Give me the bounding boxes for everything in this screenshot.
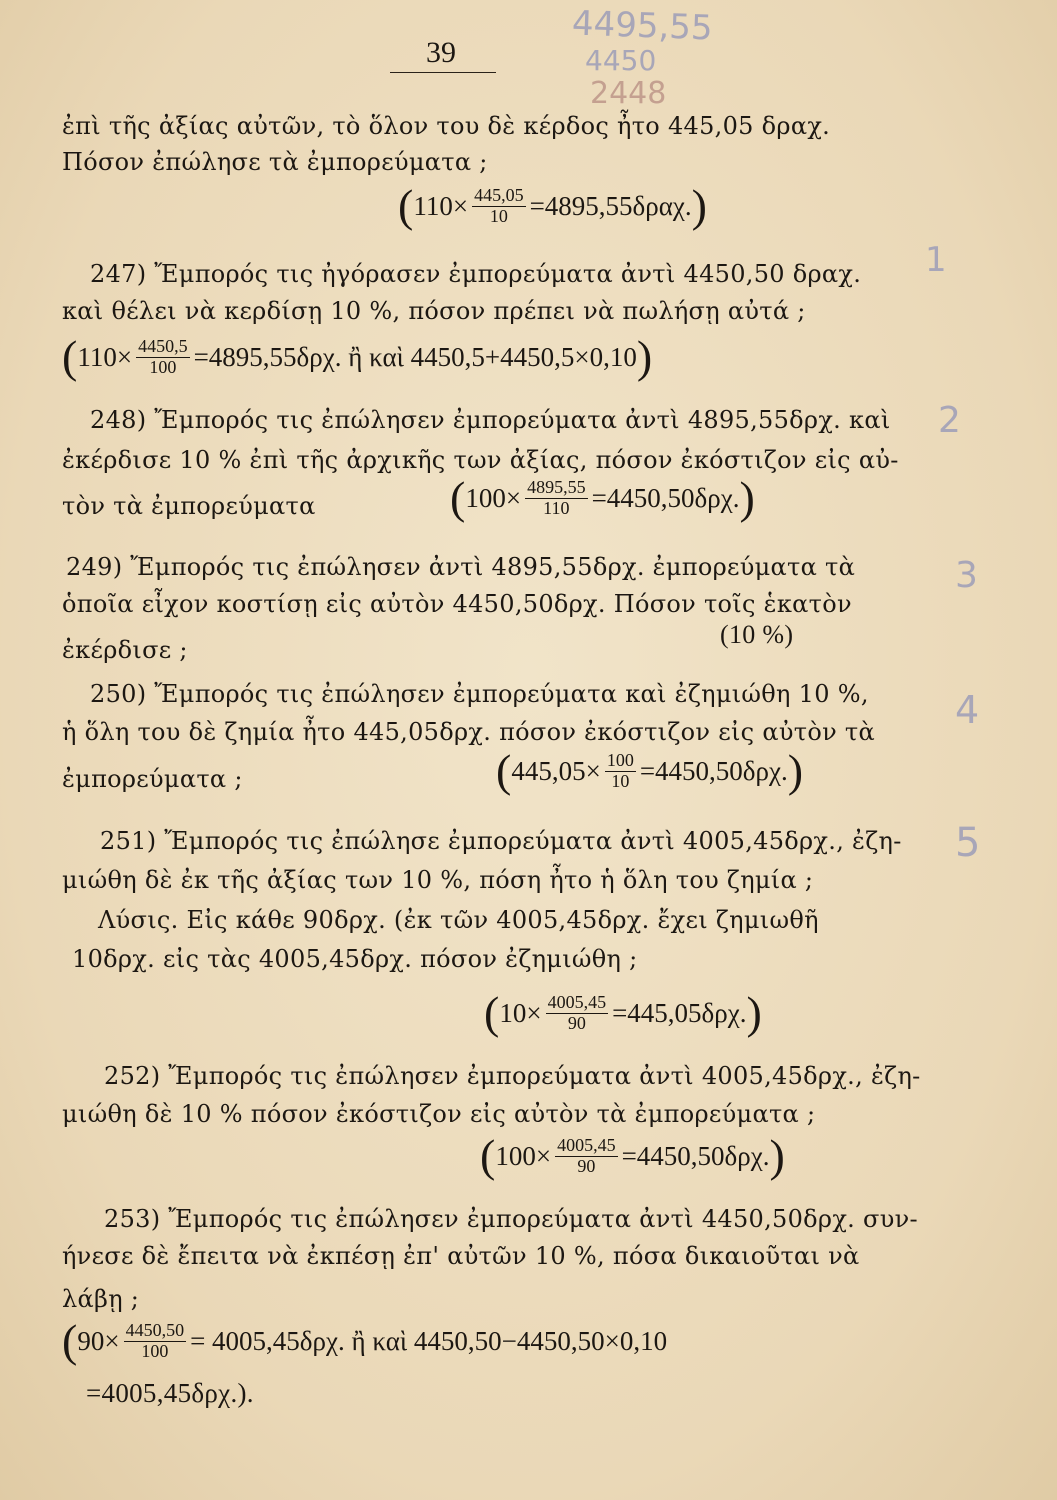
formula-result: = 4005,45δρχ. ἢ καὶ 4450,50−4450,50×0,10	[190, 1325, 668, 1356]
solution-line: Λύσις. Εἰς κάθε 90δρχ. (ἐκ τῶν 4005,45δρχ. ἔχει ζημιωθῆ	[98, 906, 819, 934]
text-line: ἐκέρδισε ;	[62, 636, 188, 664]
formula-2: ( 110× $\frac{4450,5}{100}$ =4895,55δρχ. ἢ καὶ 4450,5+4450,5×0,10 )	[62, 331, 653, 382]
formula-term: 100×	[465, 482, 522, 513]
text-line: ἡ ὅλη του δὲ ζημία ἦτο 445,05δρχ. πόσον ἐκόστιζον εἰς αὐτὸν τὰ	[62, 718, 875, 746]
pencil-note: 5	[955, 820, 981, 866]
formula-term: 445,05×	[511, 755, 601, 786]
problem-247: 247) Ἔμπορός τις ἠγόρασεν ἐμπορεύματα ἀντὶ 4450,50 δραχ.	[90, 260, 862, 288]
problem-248: 248) Ἔμπορός τις ἐπώλησεν ἐμπορεύματα ἀντὶ 4895,55δρχ. καὶ	[90, 406, 891, 434]
fraction-numerator: 100	[606, 749, 634, 770]
fraction-denominator: 100	[141, 1340, 169, 1361]
fraction-denominator: 90	[577, 1155, 596, 1176]
fraction-numerator: 4450,5	[138, 335, 188, 356]
fraction-numerator: 4005,45	[547, 991, 607, 1012]
problem-251: 251) Ἔμπορός τις ἐπώλησε ἐμπορεύματα ἀντὶ 4005,45δρχ., ἐζη-	[100, 827, 902, 855]
formula-result: =4895,55δρχ. ἢ καὶ 4450,5+4450,5×0,10	[193, 341, 637, 372]
text-line: ὁποῖα εἶχον κοστίσῃ εἰς αὐτὸν 4450,50δρχ. Πόσον τοῖς ἑκατὸν	[62, 590, 852, 618]
problem-252: 252) Ἔμπορός τις ἐπώλησεν ἐμπορεύματα ἀντὶ 4005,45δρχ., ἐζη-	[104, 1062, 921, 1090]
problem-250: 250) Ἔμπορός τις ἐπώλησεν ἐμπορεύματα καὶ ἐζημιώθη 10 %,	[90, 680, 869, 708]
formula-6: ( 100× $\frac{4005,45}{90}$ =4450,50δρχ. )	[480, 1130, 785, 1181]
fraction-denominator: 10	[489, 205, 508, 226]
text-line: ἐκέρδισε 10 % ἐπὶ τῆς ἀρχικῆς των ἀξίας, πόσον ἐκόστιζον εἰς αὐ-	[62, 446, 899, 474]
formula-4: ( 445,05× $\frac{100}{10}$ =4450,50δρχ. )	[496, 745, 804, 796]
formula-term: 110×	[413, 190, 469, 221]
text-line: καὶ θέλει νὰ κερδίσῃ 10 %, πόσον πρέπει νὰ πωλήσῃ αὐτά ;	[62, 297, 806, 325]
fraction-denominator: 90	[567, 1012, 586, 1033]
formula-term: 90×	[77, 1325, 120, 1356]
page-number: 39	[426, 36, 456, 69]
fraction-numerator: 445,05	[474, 184, 524, 205]
text-line: μιώθη δὲ ἐκ τῆς ἀξίας των 10 %, πόση ἦτο ἡ ὅλη του ζημία ;	[62, 866, 814, 894]
header-rule	[390, 72, 496, 73]
formula-result: =4450,50δρχ.	[621, 1140, 770, 1171]
text-line: ἐπὶ τῆς ἀξίας αὐτῶν, τὸ ὅλον του δὲ κέρδος ἦτο 445,05 δραχ.	[62, 112, 831, 140]
text-line: τὸν τὰ ἐμπορεύματα	[62, 492, 316, 520]
text-line: λάβῃ ;	[62, 1285, 140, 1313]
text-line: μιώθη δὲ 10 % πόσον ἐκόστιζον εἰς αὐτὸν τὰ ἐμπορεύματα ;	[62, 1100, 816, 1128]
formula-term: 100×	[495, 1140, 552, 1171]
pencil-note: 4495,55	[571, 3, 714, 49]
text-line: ἐμπορεύματα ;	[62, 765, 243, 793]
text-line: Πόσον ἐπώλησε τὰ ἐμπορεύματα ;	[62, 148, 488, 176]
pencil-note: 4450	[585, 44, 657, 77]
fraction-numerator: 4005,45	[557, 1134, 616, 1155]
formula-term: 10×	[499, 997, 542, 1028]
fraction-numerator: 4895,55	[527, 476, 586, 497]
formula-term: 110×	[77, 341, 133, 372]
fraction-denominator: 10	[611, 770, 630, 791]
pencil-note: 4	[955, 688, 980, 732]
formula-result: =4450,50δρχ.	[591, 482, 740, 513]
formula-7-continuation: =4005,45δρχ.).	[86, 1378, 254, 1408]
formula-1: ( 110× $\frac{445,05}{10}$ =4895,55δραχ. )	[398, 180, 707, 231]
fraction-denominator: 110	[543, 497, 570, 518]
text-line: ήνεσε δὲ ἔπειτα νὰ ἐκπέσῃ ἐπ' αὐτῶν 10 %, πόσα δικαιοῦται νὰ	[62, 1242, 860, 1270]
formula-result: =4895,55δραχ.	[529, 190, 692, 221]
formula-5: ( 10× $\frac{4005,45}{90}$ =445,05δρχ. )	[484, 987, 762, 1038]
formula-7: ( 90× $\frac{4450,50}{100}$ = 4005,45δρχ. ἢ καὶ 4450,50−4450,50×0,10	[62, 1315, 668, 1366]
pencil-note: 2448	[590, 76, 667, 111]
answer-249: (10 %)	[720, 620, 794, 649]
fraction-denominator: 100	[149, 356, 177, 377]
formula-result: =445,05δρχ.	[612, 997, 747, 1028]
pencil-note: 1	[925, 240, 947, 280]
pencil-note: 2	[938, 400, 961, 441]
pencil-note: 3	[955, 555, 978, 596]
problem-249: 249) Ἔμπορός τις ἐπώλησεν ἀντὶ 4895,55δρχ. ἐμπορεύματα τὰ	[66, 553, 856, 581]
fraction-numerator: 4450,50	[125, 1319, 185, 1340]
problem-253: 253) Ἔμπορός τις ἐπώλησεν ἐμπορεύματα ἀντὶ 4450,50δρχ. συν-	[104, 1205, 918, 1233]
text-line: 10δρχ. εἰς τὰς 4005,45δρχ. πόσον ἐζημιώθη ;	[72, 945, 638, 973]
formula-result: =4450,50δρχ.	[639, 755, 788, 786]
formula-3: ( 100× $\frac{4895,55}{110}$ =4450,50δρχ. )	[450, 472, 755, 523]
